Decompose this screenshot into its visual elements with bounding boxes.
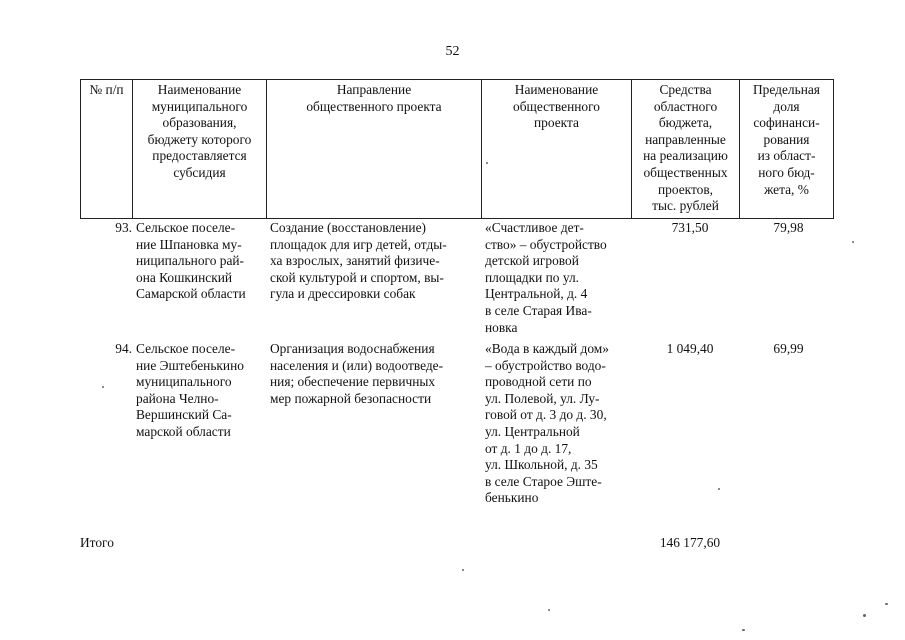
- row-direction: Организация водоснабжения населения и (или) водоотведе- ния; обеспечение первичных мер пожарной безопасности: [270, 341, 444, 406]
- scan-speck: [852, 241, 854, 243]
- row-municipality: Сельское поселе- ние Эштебенькино муниципального района Челно- Вершинский Са- марской области: [136, 341, 244, 439]
- scan-speck: [742, 629, 745, 631]
- scan-speck: [863, 614, 866, 617]
- row-municipality: Сельское поселе- ние Шпановка му- ниципального рай- она Кошкинский Самарской области: [136, 220, 246, 302]
- header-share: Предельная доля софинанси- рования из област- ного бюд- жета, %: [740, 80, 834, 219]
- row-share: 79,98: [773, 220, 804, 235]
- scan-speck: [462, 569, 464, 571]
- scan-speck: [486, 162, 488, 164]
- row-share: 69,99: [773, 341, 804, 356]
- row-direction: Создание (восстановление) площадок для игр детей, отды- ха взрослых, занятий физиче- ской культурой и спортом, вы- гула и дрессировки собак: [270, 220, 447, 302]
- total-value: 146 177,60: [659, 535, 721, 550]
- scan-speck: [885, 603, 888, 605]
- scan-speck: [548, 609, 550, 611]
- table-header: [80, 79, 834, 219]
- row-project-name: «Счастливое дет- ство» – обустройство детской игровой площадки по ул. Центральной, д. 4 в селе Старая Ива- новка: [485, 220, 607, 335]
- scan-speck: [102, 386, 104, 388]
- header-funds: Средства областного бюджета, направленные на реализацию общественных проектов, тыс. рублей: [632, 80, 740, 219]
- table-row: [80, 341, 833, 521]
- scan-speck: [718, 488, 720, 490]
- header-project-name: Наименование общественного проекта: [482, 80, 632, 219]
- page-number: 52: [445, 44, 460, 59]
- header-municipality: Наименование муниципального образования, бюджету которого предоставляется субсидия: [133, 80, 267, 219]
- row-number: 93.: [115, 220, 132, 235]
- row-project-name: «Вода в каждый дом» – обустройство водо- проводной сети по ул. Полевой, ул. Лу- говой от д. 3 до д. 30, ул. Центральной от д. 1 до д. 17, ул. Школьной, д. 35 в селе Старое Эште- бенькино: [485, 341, 609, 506]
- row-funds: 731,50: [671, 220, 709, 235]
- total-label: Итого: [80, 535, 114, 550]
- header-direction: Направление общественного проекта: [267, 80, 482, 219]
- row-number: 94.: [115, 341, 132, 356]
- header-number: № п/п: [81, 80, 133, 219]
- row-funds: 1 049,40: [666, 341, 714, 356]
